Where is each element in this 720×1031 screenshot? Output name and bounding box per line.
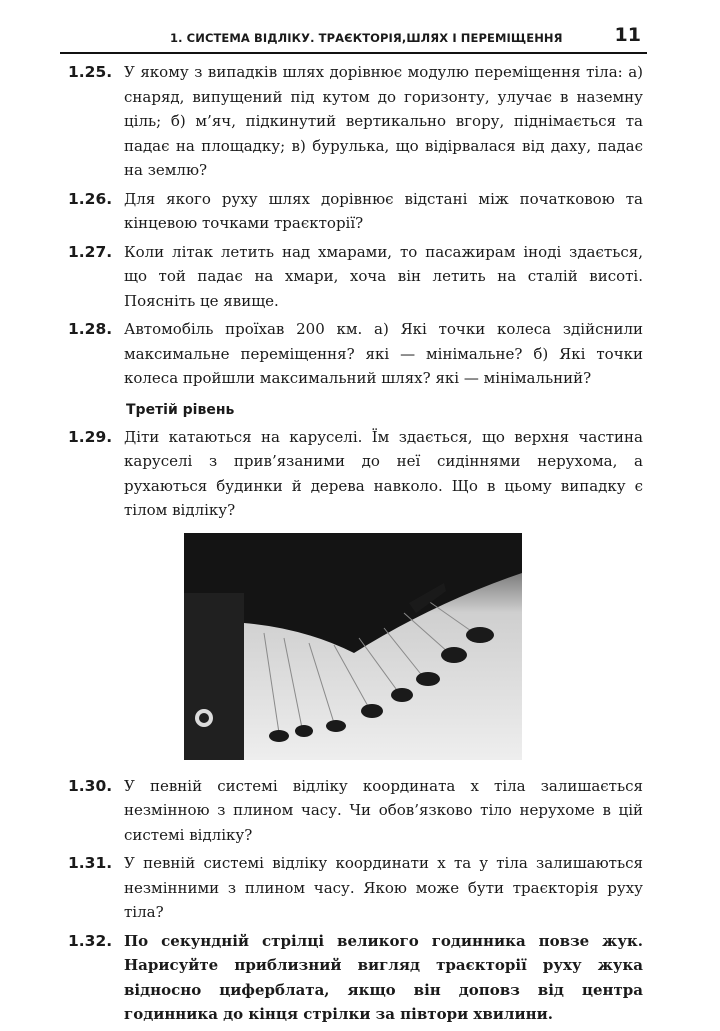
problem-text: Коли літак летить над хмарами, то пасажирам іноді здається, що той падає на хмари, хоча він летить на сталій висоті. Поясніть це явище.	[124, 242, 643, 310]
problem-number: 1.28.	[68, 320, 113, 338]
carousel-pole	[184, 593, 244, 760]
problem-text: У певній системі відліку координати x та y тіла залишаються незмінними з плином часу. Якою може бути траєкторія руху тіла?	[124, 854, 643, 921]
level-heading: Третій рівень	[126, 401, 235, 418]
carousel-illustration	[184, 533, 522, 760]
problem-1-32	[68, 929, 643, 1027]
problem-1-25	[68, 60, 643, 183]
problem-number: 1.27.	[68, 242, 113, 261]
chapter-title: 1. СИСТЕМА ВІДЛІКУ. ТРАЄКТОРІЯ,ШЛЯХ І ПЕРЕМІЩЕННЯ	[170, 31, 563, 45]
problem-text: По секундній стрілці великого годинника повзе жук. Нарисуйте приблизний вигляд траєкторії руху жука відносно циферблата, якщо він доповз від центра годинника до кінця стрілки за півтори хвилини.	[124, 931, 643, 1023]
problem-1-26	[68, 187, 643, 236]
problem-number: 1.32.	[68, 931, 113, 950]
page-content	[68, 60, 643, 1031]
problem-1-31	[68, 851, 643, 925]
carousel-photo	[184, 533, 522, 760]
problem-1-27	[68, 240, 643, 314]
problem-text: У якому з випадків шлях дорівнює модулю переміщення тіла: а) снаряд, випущений під кутом до горизонту, улучає в наземну ціль; б) м’яч, підкинутий вертикально вгору, піднімається та падає на площадку; в) бурулька, що відірвалася від даху, падає на землю?	[124, 63, 643, 179]
problem-number: 1.25.	[68, 63, 113, 81]
running-header	[60, 22, 647, 54]
problem-number: 1.30.	[68, 776, 113, 795]
problem-text: Автомобіль проїхав 200 км. а) Які точки колеса здійснили максимальне переміщення? які — мінімальне? б) Які точки колеса пройшли максимальний шлях? які — мінімальний?	[124, 320, 643, 387]
problem-1-30	[68, 774, 643, 848]
problem-number: 1.26.	[68, 189, 113, 208]
problem-1-29	[68, 425, 643, 523]
problem-number: 1.29.	[68, 427, 113, 446]
problem-1-28	[68, 317, 643, 391]
page-number: 11	[614, 24, 641, 46]
problem-text: У певній системі відліку координата x тіла залишається незмінною з плином часу. Чи обов’язково тіло нерухоме в цій системі відліку?	[124, 776, 643, 844]
problem-number: 1.31.	[68, 854, 113, 872]
problem-text: Для якого руху шлях дорівнює відстані між початковою та кінцевою точками траєкторії?	[124, 189, 643, 232]
problem-text: Діти катаються на каруселі. Їм здається, що верхня частина каруселі з прив’язаними до неї сидіннями нерухома, а рухаються будинки й дерева навколо. Що в цьому випадку є тілом відліку?	[124, 427, 643, 519]
